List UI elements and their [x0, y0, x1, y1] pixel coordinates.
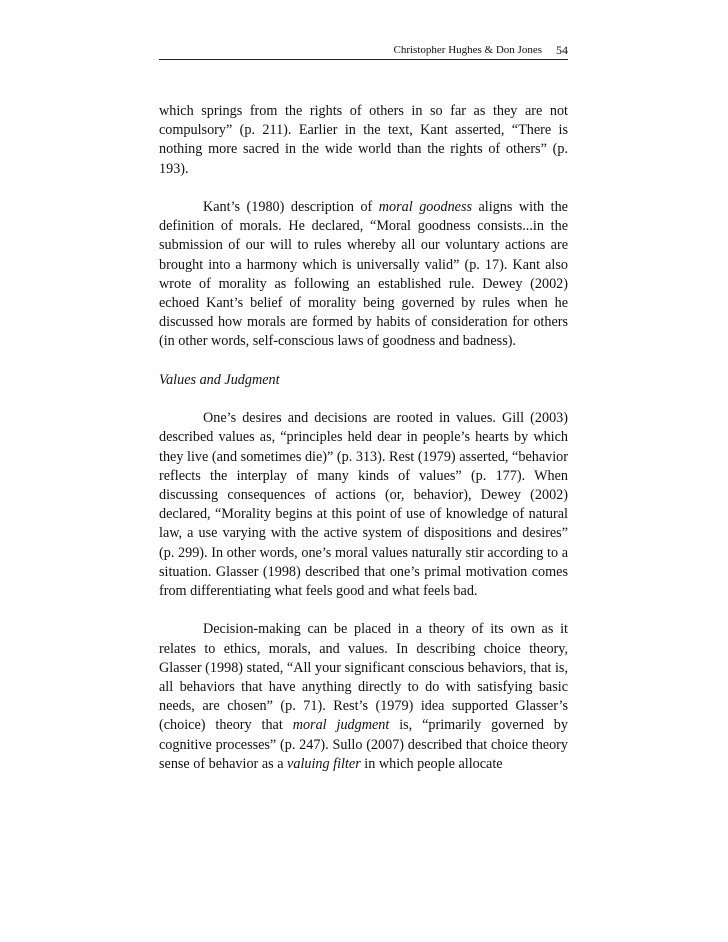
running-header [159, 42, 568, 60]
paragraph-2 [159, 198, 568, 352]
paragraph-1: which springs from the rights of others in so far as they are not compulsory” (p. 211). Earlier in the text, Kant asserted, “There is nothing more sacred in the wide world than the rights of others” (p. 193). [159, 103, 568, 177]
paragraph-4 [159, 620, 568, 774]
p4-text-b: is, “primarily governed by cognitive processes” (p. 247). Sullo (2007) described that choice theory sense of behavior as a [159, 717, 568, 772]
p4-text-a: Decision-making can be placed in a theory of its own as it relates to ethics, morals, and values. In describing choice theory, Glasser (1998) stated, “All your significant conscious behaviors, that is, all behaviors that have anything directly to do with satisfying basic needs, are chosen” (p. 71). Rest’s (1979) idea supported Glasser’s (choice) theory that [159, 621, 568, 734]
p4-emphasis-1: moral judgment [292, 717, 390, 734]
p2-text-b: aligns with the definition of morals. He declared, “Moral goodness consists...in the submission of our will to rules whereby all our voluntary actions are brought into a harmony which is universally valid” (p. 17). Kant also wrote of morality as following an established rule. Dewey (2002) echoed Kant’s belief of morality being governed by rules when he discussed how morals are formed by habits of consideration for others (in other words, self-conscious laws of goodness and badness). [159, 199, 568, 350]
p4-text-c: in which people allocate [360, 755, 503, 772]
header-author: Christopher Hughes & Don Jones [393, 44, 542, 56]
body-text [159, 102, 568, 774]
paragraph-3: One’s desires and decisions are rooted in values. Gill (2003) described values as, “principles held dear in people’s hearts by which they live (and sometimes die)” (p. 313). Rest (1979) asserted, “behavior reflects the interplay of many kinds of values” (p. 177). When discussing consequences of actions (or, behavior), Dewey (2002) declared, “Morality begins at this point of use of knowledge of natural law, a use varying with the active system of dispositions and desires” (p. 299). In other words, one’s moral values naturally stir according to a situation. Glasser (1998) described that one’s primal motivation comes from differentiating what feels good and what feels bad. [159, 410, 568, 600]
p2-text-a: Kant’s (1980) description of [203, 199, 379, 215]
section-heading: Values and Judgment [159, 371, 280, 388]
p2-emphasis: moral goodness [378, 199, 472, 215]
page-number: 54 [556, 43, 568, 57]
p4-emphasis-2: valuing filter [287, 755, 361, 772]
